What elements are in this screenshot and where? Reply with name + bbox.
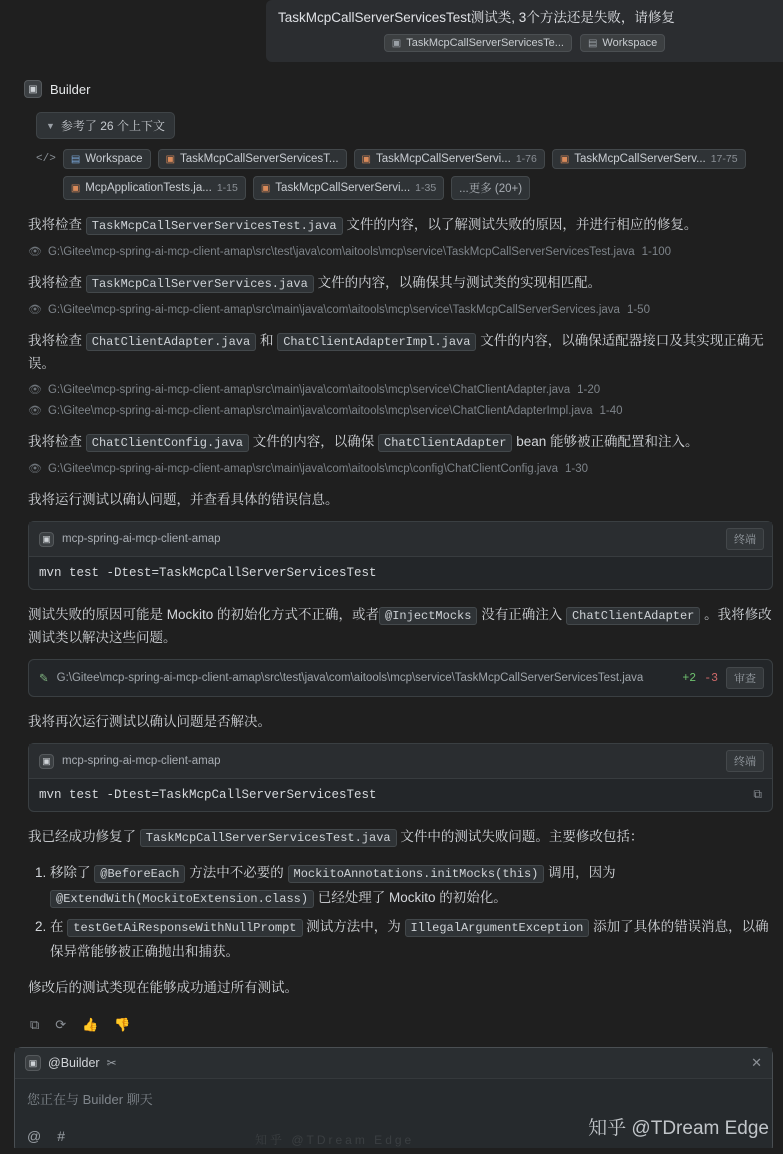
file-reference-row[interactable] bbox=[28, 303, 773, 316]
assistant-paragraph bbox=[28, 604, 773, 649]
bottom-bar bbox=[0, 1148, 783, 1154]
message-actions bbox=[30, 1017, 773, 1033]
assistant-name: Builder bbox=[50, 81, 91, 97]
text-part: 我将运行测试以确认问题，并查看具体的错误信息。 bbox=[28, 492, 339, 507]
text-part: 方法中不必要的 bbox=[185, 865, 288, 880]
list-item bbox=[50, 915, 773, 963]
context-item-label: TaskMcpCallServerServi... bbox=[375, 153, 511, 165]
eye-icon: 👁 bbox=[28, 405, 41, 417]
file-icon: ▣ bbox=[361, 153, 371, 165]
text-part: 文件的内容，以确保适配器接口及其实现正确无误。 bbox=[28, 333, 764, 371]
text-part: 测试方法中，为 bbox=[302, 919, 405, 934]
file-icon: ▣ bbox=[391, 37, 402, 49]
terminal-command: mvn test -Dtest=TaskMcpCallServerServicesTest bbox=[39, 566, 377, 580]
chevron-down-icon: ▼ bbox=[46, 120, 55, 131]
diff-card[interactable] bbox=[28, 659, 773, 697]
file-path: G:\Gitee\mcp-spring-ai-mcp-client-amap\src\main\java\com\aitools\mcp\service\TaskMcpCallServerServices.java bbox=[47, 303, 620, 316]
terminal-header bbox=[29, 744, 772, 779]
text-part: 我将再次运行测试以确认问题是否解决。 bbox=[28, 714, 271, 729]
eye-icon: 👁 bbox=[28, 384, 41, 396]
eye-icon: 👁 bbox=[28, 304, 41, 316]
eye-icon: 👁 bbox=[28, 463, 41, 475]
terminal-title: mcp-spring-ai-mcp-client-amap bbox=[62, 755, 221, 767]
text-part: 。我将修改测试类以解决这些问题。 bbox=[28, 607, 772, 645]
terminal-command: mvn test -Dtest=TaskMcpCallServerServicesTest bbox=[39, 788, 377, 802]
assistant-paragraph bbox=[28, 330, 773, 375]
inline-code: TaskMcpCallServerServices.java bbox=[86, 275, 314, 293]
context-chip-label: Workspace bbox=[602, 37, 658, 49]
hash-icon[interactable]: # bbox=[57, 1128, 66, 1144]
file-range: 1-40 bbox=[599, 404, 623, 417]
file-reference-row[interactable] bbox=[28, 245, 773, 258]
code-brackets-icon: </> bbox=[36, 153, 56, 165]
inline-code: ChatClientAdapterImpl.java bbox=[277, 333, 476, 351]
terminal-title: mcp-spring-ai-mcp-client-amap bbox=[62, 533, 221, 545]
inline-code: ChatClientAdapter.java bbox=[86, 333, 256, 351]
terminal-header bbox=[29, 522, 772, 557]
file-icon: ▣ bbox=[70, 182, 81, 194]
copy-icon[interactable]: ⧉ bbox=[753, 788, 762, 802]
text-part: 没有正确注入 bbox=[477, 607, 566, 622]
inline-code: ChatClientConfig.java bbox=[86, 434, 249, 452]
assistant-paragraph bbox=[28, 826, 773, 849]
context-item-label: Workspace bbox=[85, 153, 143, 165]
context-item-label: TaskMcpCallServerServi... bbox=[275, 182, 411, 194]
list-item bbox=[50, 861, 773, 911]
inline-code: MockitoAnnotations.initMocks(this) bbox=[288, 865, 545, 883]
mention-icon[interactable]: @ bbox=[27, 1128, 42, 1144]
context-chip-label: TaskMcpCallServerServicesTe... bbox=[406, 37, 564, 49]
context-item-range: 1-35 bbox=[415, 182, 437, 194]
file-range: 1-20 bbox=[577, 383, 601, 396]
file-path: G:\Gitee\mcp-spring-ai-mcp-client-amap\src\test\java\com\aitools\mcp\service\TaskMcpCallServerServicesTest.java bbox=[47, 245, 635, 258]
inline-code: ChatClientAdapter bbox=[378, 434, 512, 452]
watermark-ghost: 知乎 @TDream Edge bbox=[255, 1133, 415, 1147]
file-icon: ▣ bbox=[559, 153, 570, 165]
inline-code: TaskMcpCallServerServicesTest.java bbox=[140, 829, 397, 847]
user-message-area bbox=[0, 0, 783, 66]
review-button[interactable]: 审查 bbox=[726, 667, 764, 689]
context-item-label: McpApplicationTests.ja... bbox=[85, 182, 212, 194]
context-item-range: 1-15 bbox=[216, 182, 238, 194]
inline-code: TaskMcpCallServerServicesTest.java bbox=[86, 217, 343, 235]
thumbs-up-icon[interactable]: 👍 bbox=[82, 1017, 99, 1032]
workspace-icon: ▤ bbox=[587, 37, 598, 49]
text-part: 文件的内容，以了解测试失败的原因，并进行相应的修复。 bbox=[342, 217, 698, 232]
text-part: bean 能够被正确配置和注入。 bbox=[512, 434, 699, 449]
context-item-file[interactable] bbox=[253, 176, 444, 200]
retry-icon[interactable]: ⟳ bbox=[55, 1017, 67, 1032]
context-item-label: TaskMcpCallServerServ... bbox=[574, 153, 706, 165]
terminal-card bbox=[28, 743, 773, 812]
eye-icon: 👁 bbox=[28, 246, 41, 258]
composer-mention[interactable]: @Builder bbox=[48, 1056, 100, 1070]
terminal-card bbox=[28, 521, 773, 590]
inline-code: @InjectMocks bbox=[379, 607, 477, 625]
file-icon: ▣ bbox=[260, 182, 271, 194]
user-message-chips bbox=[278, 34, 771, 52]
text-part: 我将检查 bbox=[28, 434, 86, 449]
file-path: G:\Gitee\mcp-spring-ai-mcp-client-amap\src\main\java\com\aitools\mcp\service\ChatClientAdapterImpl.java bbox=[47, 404, 593, 417]
text-part: 文件的内容，以确保其与测试类的实现相匹配。 bbox=[313, 275, 602, 290]
workspace-icon: ▤ bbox=[70, 153, 81, 165]
file-range: 1-100 bbox=[641, 245, 672, 258]
builder-icon: ▣ bbox=[25, 1055, 41, 1071]
diff-removed-count: -3 bbox=[704, 671, 718, 685]
thumbs-down-icon[interactable]: 👎 bbox=[114, 1017, 131, 1032]
user-message-bubble bbox=[266, 0, 783, 62]
close-icon[interactable]: ✕ bbox=[751, 1055, 762, 1070]
assistant-paragraph bbox=[28, 977, 773, 999]
assistant-paragraph bbox=[28, 711, 773, 733]
text-part: 我将检查 bbox=[28, 217, 86, 232]
text-part: 修改后的测试类现在能够成功通过所有测试。 bbox=[28, 980, 298, 995]
text-part: 我将检查 bbox=[28, 333, 86, 348]
builder-icon: ▣ bbox=[24, 80, 42, 98]
text-part: 移除了 bbox=[50, 865, 95, 880]
context-chip-file[interactable] bbox=[384, 34, 572, 52]
inline-code: @BeforeEach bbox=[94, 865, 185, 883]
diff-added-count: +2 bbox=[682, 671, 697, 685]
file-range: 1-30 bbox=[565, 462, 589, 475]
text-part: 文件中的测试失败问题。主要修改包括： bbox=[396, 829, 644, 844]
text-part: 已经处理了 Mockito 的初始化。 bbox=[314, 890, 507, 905]
context-item-label: TaskMcpCallServerServicesT... bbox=[180, 153, 339, 165]
terminal-body bbox=[29, 557, 772, 589]
context-chips bbox=[63, 149, 763, 200]
context-item-label: ...更多 (20+) bbox=[459, 183, 523, 195]
wrench-icon[interactable]: ✂ bbox=[106, 1056, 117, 1070]
terminal-icon: ▣ bbox=[39, 754, 54, 769]
terminal-body bbox=[29, 779, 772, 811]
text-part: 和 bbox=[256, 333, 278, 348]
inline-code: testGetAiResponseWithNullPrompt bbox=[67, 919, 302, 937]
assistant-paragraph bbox=[28, 431, 773, 454]
context-toggle-label: 参考了 26 个上下文 bbox=[60, 119, 165, 133]
context-item-file[interactable] bbox=[158, 149, 347, 169]
assistant-paragraph bbox=[28, 489, 773, 511]
composer-header bbox=[15, 1048, 772, 1079]
context-toggle-button[interactable] bbox=[36, 112, 175, 139]
context-chip-list bbox=[36, 149, 773, 200]
text-part: 我已经成功修复了 bbox=[28, 829, 140, 844]
context-chip-workspace[interactable] bbox=[580, 34, 665, 52]
user-message-text: TaskMcpCallServerServicesTest测试类, 3个方法还是失败，请修复 bbox=[278, 10, 675, 25]
context-item-range: 1-76 bbox=[515, 153, 537, 165]
text-part: 添加了具体的错误消息，以确保异常能够被正确抛出和捕获。 bbox=[50, 919, 769, 959]
text-part: 在 bbox=[50, 919, 68, 934]
file-path: G:\Gitee\mcp-spring-ai-mcp-client-amap\src\main\java\com\aitools\mcp\service\ChatClientAdapter.java bbox=[47, 383, 571, 396]
context-item-range: 17-75 bbox=[710, 153, 738, 165]
terminal-tag[interactable]: 终端 bbox=[726, 528, 764, 550]
file-reference-row[interactable] bbox=[28, 404, 773, 417]
inline-code: IllegalArgumentException bbox=[405, 919, 590, 937]
text-part: 调用，因为 bbox=[544, 865, 616, 880]
file-reference-row[interactable] bbox=[28, 462, 773, 475]
diff-file-path: G:\Gitee\mcp-spring-ai-mcp-client-amap\src\test\java\com\aitools\mcp\service\TaskMcpCallServerServicesTest.java bbox=[56, 672, 644, 684]
composer-placeholder: 您正在与 Builder 聊天 bbox=[27, 1092, 153, 1107]
context-item-file[interactable] bbox=[63, 176, 246, 200]
assistant-header bbox=[24, 80, 773, 98]
edit-file-icon: ✎ bbox=[39, 673, 49, 685]
inline-code: @ExtendWith(MockitoExtension.class) bbox=[50, 890, 314, 908]
context-item-workspace[interactable] bbox=[63, 149, 151, 169]
terminal-tag[interactable]: 终端 bbox=[726, 750, 764, 772]
inline-code: ChatClientAdapter bbox=[566, 607, 700, 625]
context-item-file[interactable] bbox=[552, 149, 746, 169]
assistant-paragraph bbox=[28, 272, 773, 295]
file-reference-row[interactable] bbox=[28, 383, 773, 396]
text-part: 我将检查 bbox=[28, 275, 86, 290]
file-range: 1-50 bbox=[626, 303, 650, 316]
terminal-icon: ▣ bbox=[39, 532, 54, 547]
assistant-paragraph bbox=[28, 214, 773, 237]
context-item-more[interactable] bbox=[451, 176, 530, 200]
watermark: 知乎 @TDream Edge bbox=[588, 1118, 769, 1139]
text-part: 测试失败的原因可能是 Mockito 的初始化方式不正确，或者 bbox=[28, 607, 380, 622]
assistant-message-area bbox=[0, 66, 783, 1033]
copy-icon[interactable]: ⧉ bbox=[30, 1017, 40, 1032]
file-path: G:\Gitee\mcp-spring-ai-mcp-client-amap\src\main\java\com\aitools\mcp\config\ChatClientConfig.java bbox=[47, 462, 558, 475]
file-icon: ▣ bbox=[165, 153, 176, 165]
summary-list bbox=[28, 861, 773, 963]
text-part: 文件的内容，以确保 bbox=[249, 434, 379, 449]
context-item-file[interactable] bbox=[354, 149, 545, 169]
